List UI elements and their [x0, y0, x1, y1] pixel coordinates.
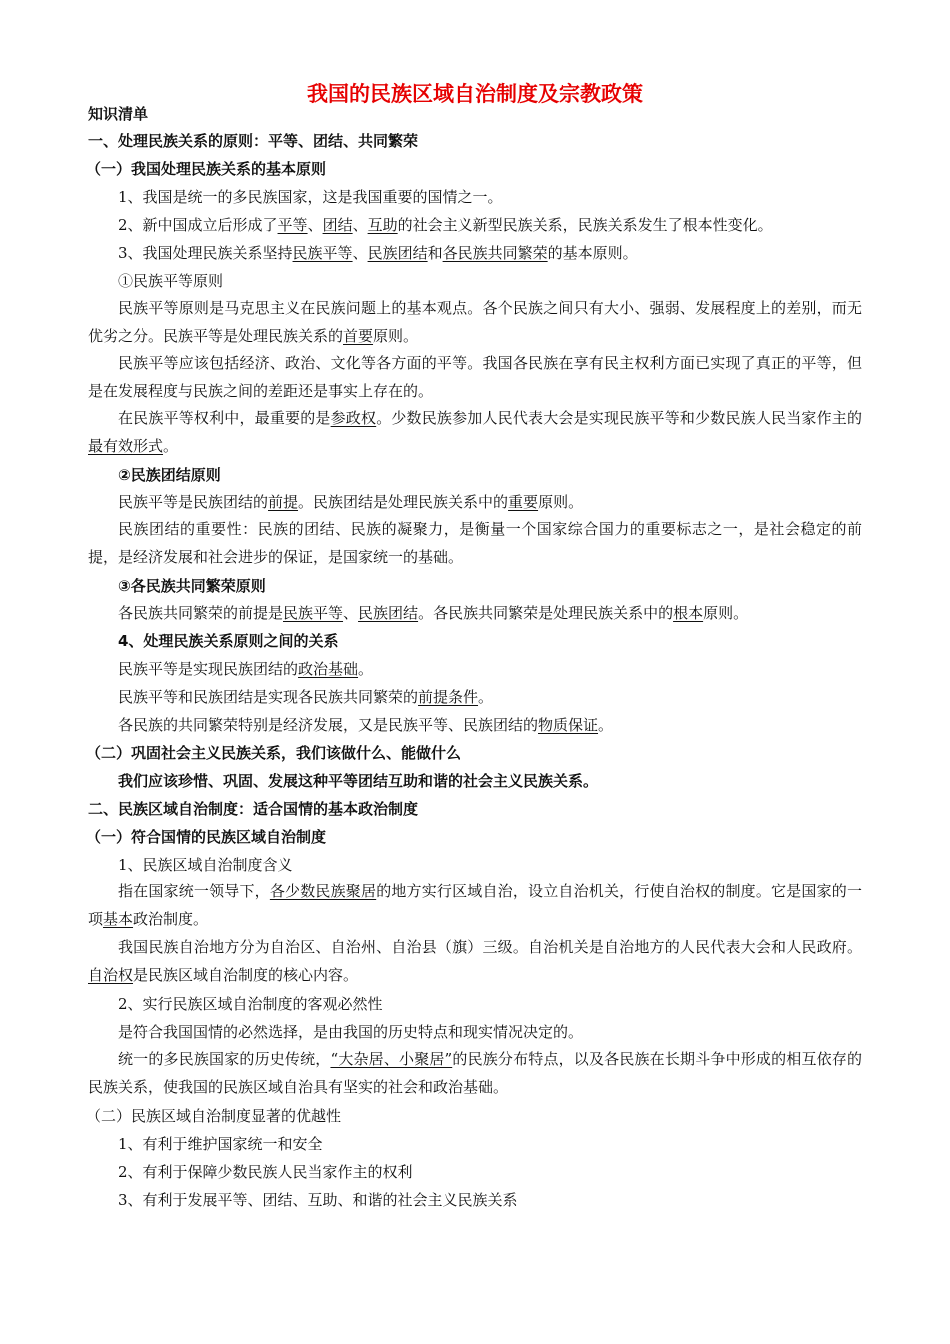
list-item: 1、有利于维护国家统一和安全: [118, 1135, 323, 1153]
paragraph: 民族平等是实现民族团结的政治基础。: [118, 660, 374, 678]
sub-heading: ③各民族共同繁荣原则: [118, 577, 266, 595]
paragraph: 民族平等原则是马克思主义在民族问题上的基本观点。各个民族之间只有大小、强弱、发展程度上的差别，而无优劣之分。民族平等是处理民族关系的首要原则。: [88, 299, 862, 345]
paragraph: 1、我国是统一的多民族国家，这是我国重要的国情之一。: [118, 188, 503, 206]
underlined-term: 各民族共同繁荣: [442, 244, 548, 262]
sub-heading: 2、实行民族区域自治制度的客观必然性: [118, 995, 383, 1013]
underlined-term: 基本: [103, 910, 134, 928]
underlined-term: 前提条件: [418, 688, 479, 706]
underlined-term: 政治基础: [298, 660, 359, 678]
underlined-term: 各少数民族聚居: [269, 882, 377, 900]
paragraph-bold: 我们应该珍惜、巩固、发展这种平等团结互助和谐的社会主义民族关系。: [118, 772, 599, 790]
underlined-term: 首要: [343, 327, 374, 345]
paragraph: 各民族的共同繁荣特别是经济发展，又是民族平等、民族团结的物质保证。: [118, 716, 614, 734]
paragraph: 民族平等是民族团结的前提。民族团结是处理民族关系中的重要原则。: [118, 493, 584, 511]
underlined-term: 民族团结: [367, 244, 428, 262]
paragraph: 统一的多民族国家的历史传统，“大杂居、小聚居”的民族分布特点，以及各民族在长期斗争中形成的相互依存的民族关系，使我国的民族区域自治具有坚实的社会和政治基础。: [88, 1050, 862, 1096]
paragraph: 我国民族自治地方分为自治区、自治州、自治县（旗）三级。自治机关是自治地方的人民代表大会和人民政府。自治权是民族区域自治制度的核心内容。: [88, 938, 862, 984]
section-1-heading: 一、处理民族关系的原则：平等、团结、共同繁荣: [88, 132, 419, 150]
paragraph: 民族团结的重要性：民族的团结、民族的凝聚力，是衡量一个国家综合国力的重要标志之一，是社会稳定的前提，是经济发展和社会进步的保证，是国家统一的基础。: [88, 520, 862, 566]
list-item: 3、有利于发展平等、团结、互助、和谐的社会主义民族关系: [118, 1191, 518, 1209]
paragraph: 各民族共同繁荣的前提是民族平等、民族团结。各民族共同繁荣是处理民族关系中的根本原则。: [118, 604, 749, 622]
underlined-term: 重要: [508, 493, 539, 511]
paragraph: 3、我国处理民族关系坚持民族平等、民族团结和各民族共同繁荣的基本原则。: [118, 244, 638, 262]
underlined-term: 互助: [367, 216, 398, 234]
underlined-term: 自治权: [88, 966, 134, 984]
underlined-term: 参政权: [330, 409, 377, 427]
underlined-term: 民族团结: [358, 604, 419, 622]
section-1-1-heading: （一）我国处理民族关系的基本原则: [86, 160, 327, 178]
underlined-term: 根本: [673, 604, 704, 622]
underlined-term: “大杂居、小聚居”: [330, 1050, 453, 1068]
underlined-term: 民族平等: [292, 244, 353, 262]
underlined-term: 团结: [322, 216, 353, 234]
paragraph: 在民族平等权利中，最重要的是参政权。少数民族参加人民代表大会是实现民族平等和少数民族人民当家作主的最有效形式。: [88, 409, 862, 455]
underlined-term: 前提: [268, 493, 299, 511]
underlined-term: 最有效形式: [88, 437, 164, 455]
paragraph: 指在国家统一领导下，各少数民族聚居的地方实行区域自治，设立自治机关，行使自治权的制度。它是国家的一项基本政治制度。: [88, 882, 862, 928]
document-title: 我国的民族区域自治制度及宗教政策: [307, 82, 643, 106]
sub-heading: ①民族平等原则: [118, 272, 224, 290]
section-2-1-heading: （一）符合国情的民族区域自治制度: [86, 828, 327, 846]
knowledge-list-heading: 知识清单: [88, 105, 149, 123]
section-2-heading: 二、民族区域自治制度：适合国情的基本政治制度: [88, 800, 419, 818]
paragraph: 民族平等应该包括经济、政治、文化等各方面的平等。我国各民族在享有民主权利方面已实现了真正的平等，但是在发展程度与民族之间的差距还是事实上存在的。: [88, 354, 862, 400]
section-1-2-heading: （二）巩固社会主义民族关系，我们该做什么、能做什么: [86, 744, 462, 762]
underlined-term: 民族平等: [283, 604, 344, 622]
sub-heading: ②民族团结原则: [118, 466, 221, 484]
section-2-2-heading: （二）民族区域自治制度显著的优越性: [86, 1107, 342, 1125]
paragraph: 2、新中国成立后形成了平等、团结、互助的社会主义新型民族关系，民族关系发生了根本性变化。: [118, 216, 773, 234]
underlined-term: 物质保证: [538, 716, 599, 734]
sub-heading: 4、处理民族关系原则之间的关系: [118, 632, 339, 650]
sub-heading: 1、民族区域自治制度含义: [118, 856, 293, 874]
list-item: 2、有利于保障少数民族人民当家作主的权利: [118, 1163, 413, 1181]
paragraph: 是符合我国国情的必然选择，是由我国的历史特点和现实情况决定的。: [118, 1023, 584, 1041]
paragraph: 民族平等和民族团结是实现各民族共同繁荣的前提条件。: [118, 688, 494, 706]
underlined-term: 平等: [277, 216, 308, 234]
